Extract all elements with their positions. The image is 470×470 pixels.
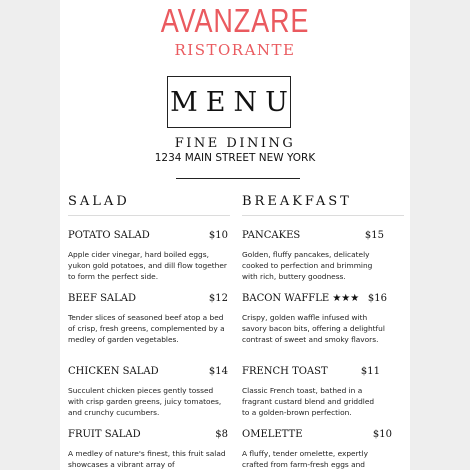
menu-item <box>242 429 392 470</box>
item-name: CHICKEN SALAD <box>68 366 159 377</box>
menu-item <box>242 366 380 418</box>
brand-name: AVANZARE <box>160 2 310 39</box>
menu-title-box <box>167 76 296 128</box>
menu-item <box>68 429 228 470</box>
item-price: $8 <box>215 429 228 440</box>
tagline: FINE DINING <box>174 136 296 151</box>
item-price: $15 <box>364 230 384 241</box>
item-description: Crispy, golden waffle infused with savory bacon bits, offering a delightful contrast of sweet and smoky flavors. <box>242 313 385 344</box>
item-description: Golden, fluffy pancakes, delicately cooked to perfection and brimming with rich, buttery goodness. <box>242 250 373 281</box>
menu-item <box>68 366 228 418</box>
menu-title: MENU <box>170 86 296 118</box>
section-divider-breakfast <box>242 215 404 216</box>
item-price: $11 <box>360 366 380 377</box>
item-description: Classic French toast, bathed in a fragrant custard blend and griddled to a golden-brown perfection. <box>242 386 375 417</box>
item-price: $10 <box>372 429 392 440</box>
menu-item <box>68 293 228 345</box>
item-description: A medley of nature's finest, this fruit salad showcases a vibrant array of <box>68 449 226 469</box>
item-name: BACON WAFFLE ★★★ <box>242 293 360 304</box>
item-description: Tender slices of seasoned beef atop a bed of crisp, fresh greens, complemented by a medley of garden vegetables. <box>68 313 225 344</box>
item-description: Apple cider vinegar, hard boiled eggs, yukon gold potatoes, and dill flow together to form the perfect side. <box>68 250 227 281</box>
item-price: $14 <box>208 366 228 377</box>
item-name: OMELETTE <box>242 429 303 440</box>
address: 1234 MAIN STREET NEW YORK <box>154 152 316 164</box>
item-description: A fluffy, tender omelette, expertly crafted from farm-fresh eggs and <box>242 449 368 469</box>
section-title-breakfast: BREAKFAST <box>242 194 352 209</box>
item-price: $12 <box>208 293 228 304</box>
item-name: PANCAKES <box>242 230 301 241</box>
item-description: Succulent chicken pieces gently tossed with crisp garden greens, juicy tomatoes, and crunchy cucumbers. <box>68 386 222 417</box>
item-name: POTATO SALAD <box>68 230 150 241</box>
item-name: FRENCH TOAST <box>242 366 328 377</box>
menu-item <box>68 230 228 282</box>
item-price: $16 <box>367 293 387 304</box>
menu-page <box>60 0 410 470</box>
header-divider <box>176 178 300 179</box>
item-price: $10 <box>208 230 228 241</box>
section-title-salad: SALAD <box>68 194 130 209</box>
menu-item <box>242 230 384 282</box>
section-divider-salad <box>68 215 230 216</box>
brand-subtitle: RISTORANTE <box>174 41 296 59</box>
item-name: BEEF SALAD <box>68 293 137 304</box>
menu-item <box>242 293 387 345</box>
item-name: FRUIT SALAD <box>68 429 141 440</box>
